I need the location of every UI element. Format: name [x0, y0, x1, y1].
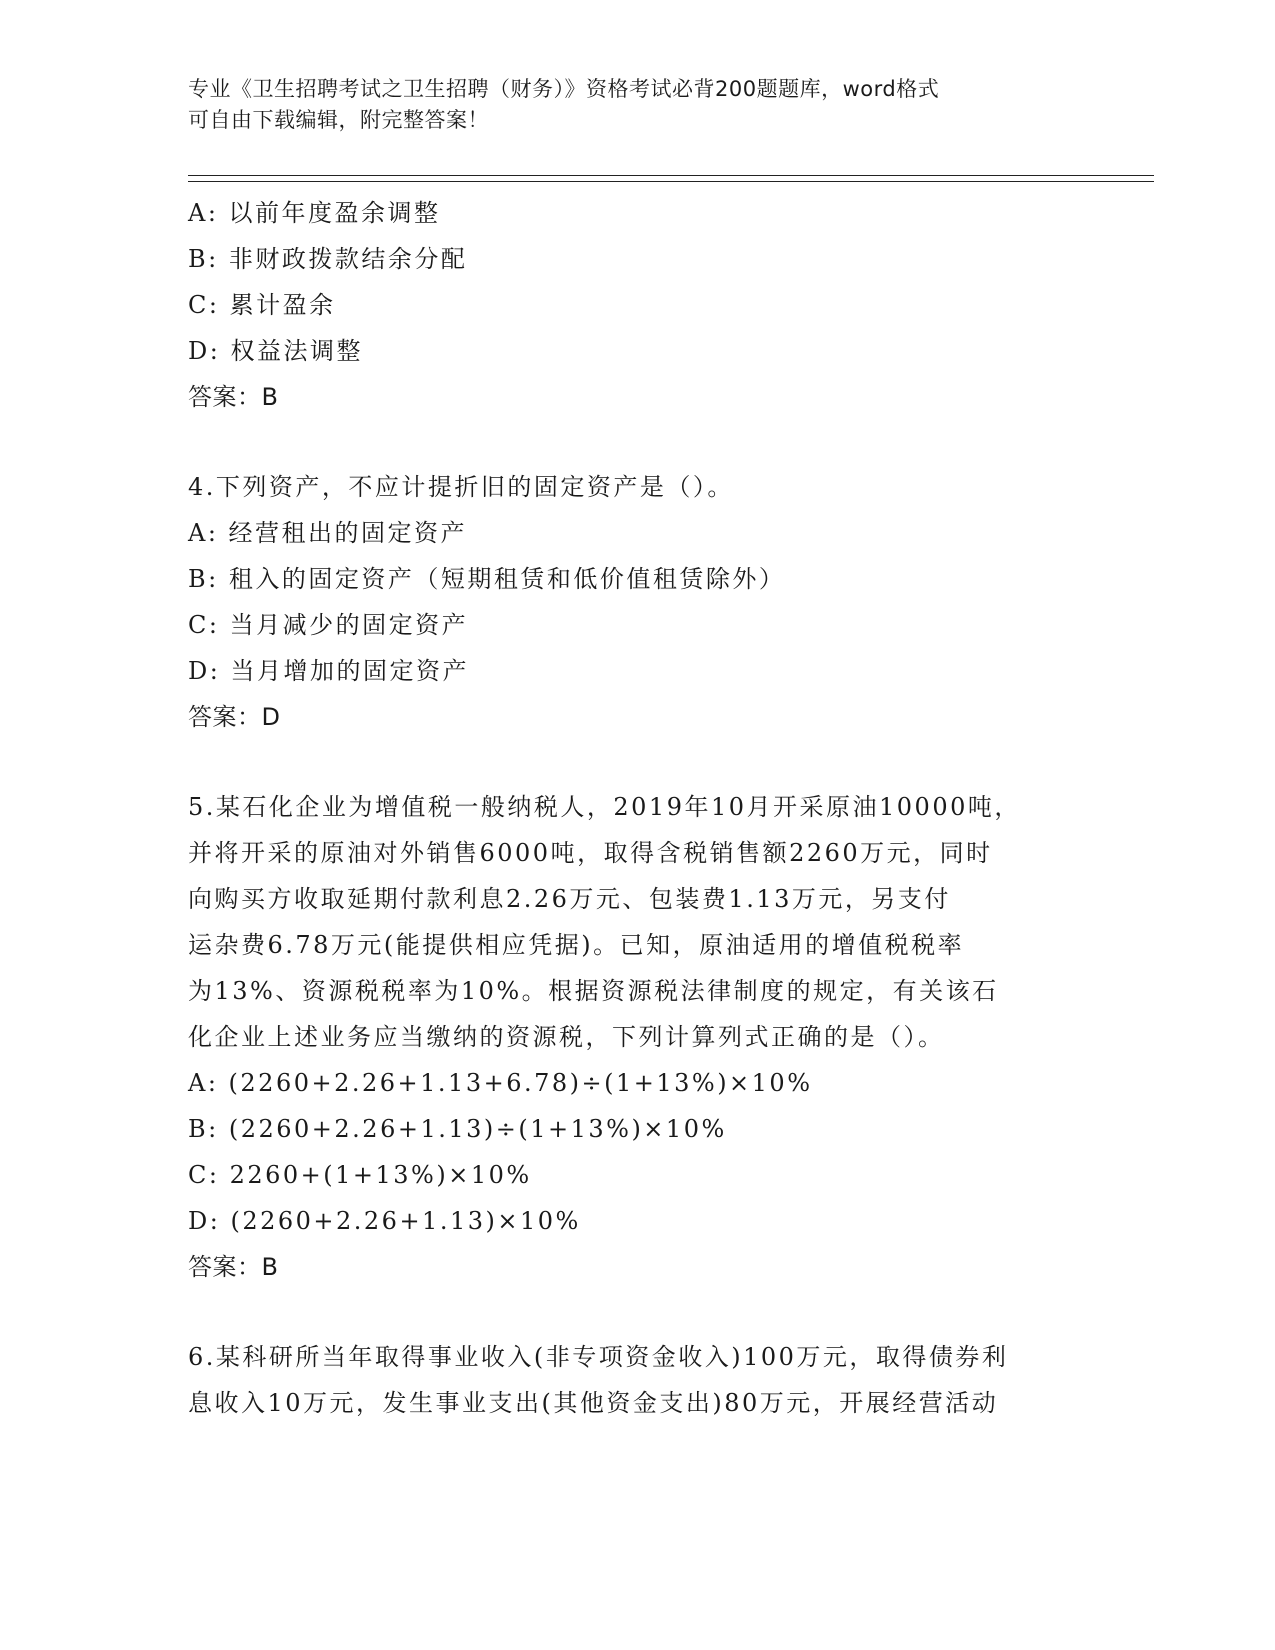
- option-c: C: 当月减少的固定资产: [188, 611, 469, 639]
- question-stem: 4.下列资产，不应计提折旧的固定资产是（）。: [188, 473, 734, 501]
- answer-text: 答案：B: [188, 383, 279, 411]
- question-stem-line: 6.某科研所当年取得事业收入(非专项资金收入)100万元，取得债券利: [188, 1343, 1009, 1371]
- option-b: B: (2260+2.26+1.13)÷(1+13%)×10%: [188, 1115, 727, 1143]
- option-a: A: 经营租出的固定资产: [188, 519, 468, 547]
- option-d: D: 权益法调整: [188, 337, 363, 365]
- question-stem-line: 并将开采的原油对外销售6000吨，取得含税销售额2260万元，同时: [188, 839, 993, 867]
- header-divider-bottom: [188, 181, 1154, 182]
- question-content: [188, 190, 1088, 1426]
- question-4: [188, 464, 1088, 740]
- option-c: C: 累计盈余: [188, 291, 336, 319]
- answer-text: 答案：D: [188, 703, 281, 731]
- question-stem-line: 向购买方收取延期付款利息2.26万元、包装费1.13万元，另支付: [188, 885, 951, 913]
- question-stem-line: 为13%、资源税税率为10%。根据资源税法律制度的规定，有关该石: [188, 977, 999, 1005]
- question-3: [188, 190, 1088, 420]
- answer-text: 答案：B: [188, 1253, 279, 1281]
- option-c: C: 2260+(1+13%)×10%: [188, 1161, 532, 1189]
- option-d: D: 当月增加的固定资产: [188, 657, 469, 685]
- option-a: A: (2260+2.26+1.13+6.78)÷(1+13%)×10%: [188, 1069, 813, 1097]
- header-title-line-2: 可自由下载编辑，附完整答案！: [188, 108, 489, 132]
- option-d: D: (2260+2.26+1.13)×10%: [188, 1207, 581, 1235]
- question-stem-line: 息收入10万元，发生事业支出(其他资金支出)80万元，开展经营活动: [188, 1389, 999, 1417]
- option-b: B: 租入的固定资产（短期租赁和低价值租赁除外）: [188, 565, 786, 593]
- document-header: [188, 74, 1068, 136]
- option-a: A: 以前年度盈余调整: [188, 199, 441, 227]
- header-divider-top: [188, 175, 1154, 176]
- question-stem-line: 5.某石化企业为增值税一般纳税人，2019年10月开采原油10000吨，: [188, 793, 1021, 821]
- option-b: B: 非财政拨款结余分配: [188, 245, 468, 273]
- question-5: [188, 784, 1088, 1290]
- question-stem-line: 化企业上述业务应当缴纳的资源税，下列计算列式正确的是（）。: [188, 1023, 945, 1051]
- question-6: [188, 1334, 1088, 1426]
- header-title-line-1: 专业《卫生招聘考试之卫生招聘（财务）》资格考试必背200题题库，word格式: [188, 77, 940, 101]
- question-stem-line: 运杂费6.78万元(能提供相应凭据)。已知，原油适用的增值税税率: [188, 931, 965, 959]
